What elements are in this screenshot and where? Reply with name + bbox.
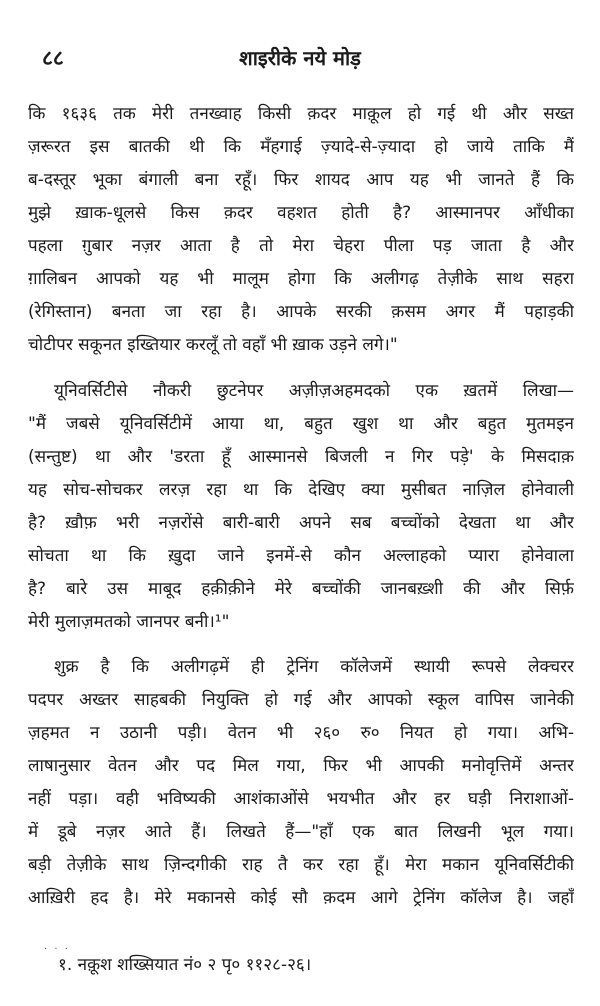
text-line: यूनिवर्सिटीसे नौकरी छुटनेपर अज़ीज़अहमदको एक ख़तमें लिखा— [54,381,574,401]
text-line: में डूबे नज़र आते हैं। लिखते हैं—"हाँ एक बात लिखनी भूल गया। [28,822,574,842]
text-line: मेरी मुलाज़मतको जानपर बनी।¹" [28,612,230,632]
page-header [0,44,600,74]
text-line: नहीं पड़ा। वही भविष्यकी आशंकाओंसे भयभीत और हर घड़ी निराशाओं- [28,789,574,809]
running-title: शाइरीके नये मोड़ [239,46,361,70]
text-line: लाषानुसार वेतन और पद मिल गया, फिर भी आपकी मनोवृत्तिमें अन्तर [28,756,574,776]
text-line: है? बारे उस माबूद हक़ीक़ीने मेरे बच्चोंकी जानबख़्शी की और सिर्फ़ [28,579,574,599]
text-line: पदपर अख्तर साहबकी नियुक्ति हो गई और आपको स्कूल वापिस जानेकी [28,690,574,710]
footnote-divider: · · · [44,944,70,955]
paragraph-2 [28,375,574,639]
text-line: ब-दस्तूर भूका बंगाली बना रहूँ। फिर शायद आप यह भी जानते हैं कि [28,170,574,190]
text-line: सोचता था कि ख़ुदा जाने इनमें-से कौन अल्लाहको प्यारा होनेवाला [28,546,574,566]
text-line: "मैं जबसे यूनिवर्सिटीमें आया था, बहुत खुश था और बहुत मुतमइन [28,414,574,434]
text-line: शुक्र है कि अलीगढ़में ही ट्रेनिंग कॉलेजमें स्थायी रूपसे लेक्चरर [54,657,574,677]
text-line: बड़ी तेज़ीके साथ ज़िन्दगीकी राह तै कर रहा हूँ। मेरा मकान यूनिवर्सिटीकी [28,855,574,875]
text-line: ज़रूरत इस बातकी थी कि मँहगाई ज़्यादे-से-ज़्यादा हो जाये ताकि मैं [28,137,574,157]
paragraph-3 [28,651,574,915]
text-line: चोटीपर सकूनत इख्तियार करलूँ तो वहाँ भी ख़ाक उड़ने लगे।" [28,335,398,355]
text-line: ज़हमत न उठानी पड़ी। वेतन भी २६० रु० नियत हो गया। अभि- [28,723,574,743]
text-line: (रेगिस्तान) बनता जा रहा है। आपके सरकी क़सम अगर मैं पहाड़की [28,302,574,322]
text-line: कि १६३६ तक मेरी तनख्वाह किसी क़दर माक़ूल हो गई थी और सख्त [28,104,574,124]
text-line: पहला ग़ुबार नज़र आता है तो मेरा चेहरा पीला पड़ जाता है और [28,236,574,256]
footnote: १. नक़ूश शख्सियात नं० २ पृ० ११२८-२६। [58,955,312,975]
paragraph-1 [28,98,574,362]
text-line: आख़िरी हद है। मेरे मकानसे कोई सौ क़दम आगे ट्रेनिंग कॉलेज है। जहाँ [28,888,574,908]
page-number: ८८ [42,46,64,70]
text-line: ग़ालिबन आपको यह भी मालूम होगा कि अलीगढ़ तेज़ीके साथ सहरा [28,269,574,289]
text-line: मुझे ख़ाक-धूलसे किस क़दर वहशत होती है? आस्मानपर आँधीका [28,203,574,223]
text-line: है? ख़ौफ़ भरी नज़रोंसे बारी-बारी अपने सब बच्चोंको देखता था और [28,513,574,533]
text-line: यह सोच-सोचकर लरज़ रहा था कि देखिए क्या मुसीबत नाज़िल होनेवाली [28,480,574,500]
text-line: (सन्तुष्ट) था और 'डरता हूँ आस्मानसे बिजली न गिर पड़े' के मिसदाक़ [28,447,574,467]
